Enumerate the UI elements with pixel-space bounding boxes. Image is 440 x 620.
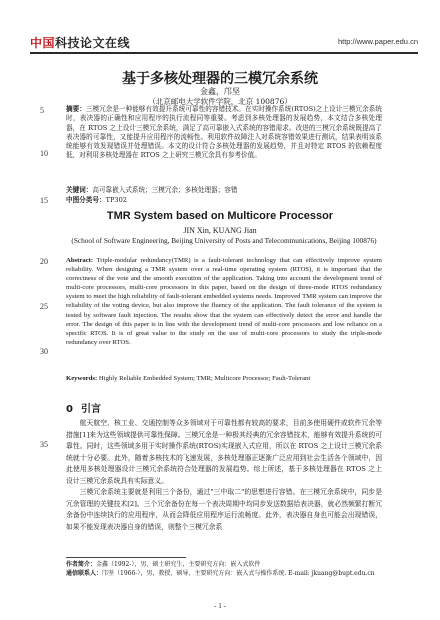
- keywords-cn-label: 关键词：: [66, 186, 93, 194]
- page-number: - 1 -: [214, 602, 226, 610]
- affiliation-cn: （北京邮电大学软件学院，北京 100876）: [148, 97, 292, 106]
- site-url[interactable]: http://www.paper.edu.cn: [337, 37, 418, 46]
- section-title: 引言: [80, 404, 101, 415]
- line-number: 35: [40, 440, 48, 449]
- footnote-label: 作者简介：: [66, 561, 97, 568]
- logo-rest-text: 科技论文在线: [55, 36, 131, 50]
- body-text: [66, 418, 382, 533]
- keywords-cn-text: 高可靠嵌入式系统；三模冗余；多核处理器；容错: [92, 186, 238, 194]
- page-header: [30, 32, 418, 54]
- abstract-cn-text: 三模冗余是一种能够有效提升系统可靠性的容错技术。在实时操作系统(RTOS)之上设计三模冗余系统时，表决器的正确性和应用程序的执行流程同等重要。考虑到多核处理器的发展趋势，本文结合多核处理器，在 RTOS 之上设计三模冗余系统，满足了高可靠嵌入式系统的容错需求。改进的三模冗余系统既提高了表决器的可靠性，又能提升应用程序的流畅性。利用软件故障注入对系统容错效果进行测试，结果表明该系统能够有效发现错误并处理错误。本文的设计符合多核处理器的发展趋势，并且对特定 RTOS 的依赖程度低，对利用多核处理器在 RTOS 之上研究三模冗余具有参考价值。: [66, 105, 383, 160]
- line-number: 20: [40, 257, 48, 266]
- line-number: 10: [40, 149, 48, 158]
- site-logo[interactable]: [30, 34, 130, 51]
- line-number: 30: [40, 347, 48, 356]
- body-paragraph: 三模冗余系统主要就是利用三个备份，通过"三中取二"的思想进行容错。在三模冗余系统中，同步是冗余管理的关键技术[2]。三个冗余备份在每一个表决周期中均同步发送数据给表决器，就必然频繁打断冗余备份中连续执行的应用程序，从而会降低应用程序运行流畅度。此外，表决器自身也可能会出现错误，如果不能发现表决器自身的错误，则整个三模冗余系: [66, 488, 382, 531]
- footnote-divider: [66, 557, 186, 558]
- section-heading: [66, 400, 109, 415]
- affiliation-en: (School of Software Engineering, Beijing University of Posts and Telecommunications, Beijing 100876): [71, 236, 377, 245]
- line-number: 5: [40, 106, 44, 115]
- abstract-en: [66, 256, 382, 347]
- footnote-contact: [66, 570, 382, 578]
- section-number: 0: [66, 404, 73, 415]
- abstract-en-label: Abstract:: [66, 257, 94, 264]
- authors-en: JIN Xin, KUANG Jian: [183, 226, 257, 235]
- keywords-en: [66, 374, 382, 383]
- footnote-text: 邝坚（1966-），男，教授、硕导，主要研究方向：嵌入式与操作系统. E-mail: jkuang@bupt.edu.cn: [102, 570, 375, 577]
- keywords-en-label: Keywords:: [66, 375, 98, 382]
- footnote-label: 通信联系人：: [66, 570, 103, 577]
- line-number: 25: [40, 302, 48, 311]
- abstract-en-text: Triple-modular redundancy(TMR) is a fault-tolerant technology that can effectively improve system reliability. When designing a TMR system over a real-time operating system (RTOS), it is important that the correctness of the vote and the smooth execution of the application. Taking into account the development trend of multi-core processors, multi-core processors in this paper, based on the design of three-mode RTOS redundancy system to meet the high reliability of fault-tolerant embedded systems needs. Improved TMR system can improve the reliability of the voting device, but also improve the fluency of the application. The fault tolerance of the system is tested by software fault injection. The results show that the system can effectively detect the error and handle the error. The design of this paper is in line with the development trend of multi-core processors and low reliance on a specific RTOS. It is of great value to the study on the use of multi-core processors to study the triple-mode redundancy over RTOS.: [66, 257, 382, 346]
- abstract-cn-label: 摘要：: [66, 105, 86, 113]
- keywords-cn: [66, 186, 382, 195]
- clc-cn-text: TP302: [105, 196, 127, 204]
- clc-cn: [66, 196, 382, 205]
- keywords-en-text: Highly Reliable Embedded System; TMR; Multicore Processor; Fault-Tolerant: [98, 375, 311, 382]
- paper-title-en: TMR System based on Multicore Processor: [106, 210, 334, 222]
- header-divider: [30, 52, 418, 54]
- line-number: 15: [40, 196, 48, 205]
- abstract-cn: [66, 105, 382, 161]
- body-paragraph: 航天航空、核工业、交通控制等众多领域对于可靠性都有较高的要求，目前多使用硬件或软件冗余等措施[1]来为这些领域提供可靠性保障。三模冗余是一种极其经典的冗余容错技术，能够有效提升系统的可靠性。同时，这些领域多用于实时操作系统(RTOS)实现嵌入式应用，所以在 RTOS 之上设计三模冗余系统就十分必要。此外，随着多核技术的飞速发展，多核处理器正逐渐广泛应用到社会生活各个领域中，因此使用多核处理器设计三模冗余系统符合处理器的发展趋势。综上所述，基于多核处理器在 RTOS 之上设计三模冗余系统具有实际意义。: [66, 419, 382, 485]
- authors-cn: 金鑫，邝坚: [200, 87, 240, 96]
- paper-title-cn: 基于多核处理器的三模冗余系统: [122, 71, 318, 87]
- footnote-author-bio: [66, 561, 382, 569]
- clc-cn-label: 中图分类号：: [66, 196, 106, 204]
- logo-cn-text: 中国: [30, 36, 56, 50]
- footnote-text: 金鑫（1992-），男，硕士研究生，主要研究方向：嵌入式软件: [96, 561, 261, 568]
